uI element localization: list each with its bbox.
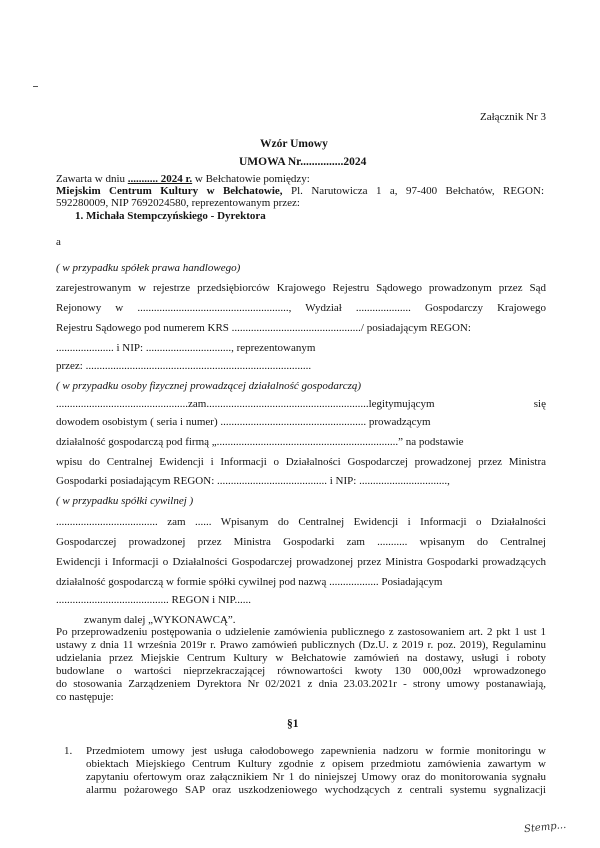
person-heading: ( w przypadku osoby fizycznej prowadzącej działalność gospodarczą) (56, 380, 362, 392)
intro-line-3: 592280009, NIP 7692024580, reprezentowanym przez: (56, 197, 300, 209)
person-line-2: dowodem osobistym ( seria i numer) ..................................................... prowadzącym (56, 416, 431, 428)
margin-mark (33, 86, 38, 87)
point-1-line-4: alarmu pożarowego SAP oraz uszkodzeniowego wychodzących z centrali systemu sygnalizacji (86, 784, 546, 796)
point-1-line-3: zapytaniu ofertowym oraz załącznikiem Nr 1 do niniejszej Umowy oraz do monitorowania sygnału (86, 771, 546, 783)
section-heading: §1 (287, 718, 299, 730)
company-line-4: ..................... i NIP: ..............................., reprezentowanym (56, 342, 316, 354)
procedure-line-3: udzielania przez Miejskie Centrum Kultury w Bełchatowie zamówień na dostawy, usługi i roboty (56, 652, 546, 664)
procedure-line-4: budowlane o wartości nieprzekraczającej równowartości kwoty 130 000,00zł wprowadzonego (56, 665, 546, 677)
company-line-3: Rejestru Sądowego pod numerem KRS .............................................../ posiadającym REGON: (56, 322, 471, 334)
company-heading: ( w przypadku spółek prawa handlowego) (56, 262, 241, 274)
company-line-5: przez: .................................................................................. (56, 360, 312, 372)
civil-line-5: ......................................... REGON i NIP...... (56, 594, 251, 606)
intro-line-1: Zawarta w dniu ........... 2024 r. w Bełchatowie pomiędzy: (56, 173, 310, 185)
procedure-line-1: Po przeprowadzeniu postępowania o udzielenie zamówienia publicznego z zastosowaniem art. 2 pkt 1 ust 1 (56, 626, 546, 638)
person-line-5: Gospodarki posiadającym REGON: ........................................ i NIP: ................................, (56, 475, 450, 487)
person-line-4: wpisu do Centralnej Ewidencji i Informacji o Działalności Gospodarczej prowadzonej przez Ministra (56, 456, 546, 468)
civil-line-4: działalność gospodarczą w formie spółki cywilnej pod nazwą .................. Posiadającym (56, 576, 443, 588)
representative-item: 1. Michała Stempczyńskiego - Dyrektora (75, 210, 266, 222)
intro-line-2: Miejskim Centrum Kultury w Bełchatowie, Pl. Narutowicza 1 a, 97-400 Bełchatów, REGON: (56, 185, 545, 197)
procedure-line-2: ustawy z dnia 11 września 2019r r. Prawo zamówień publicznych (Dz.U. z 2019 r. poz. 2019), Regulaminu (56, 639, 546, 651)
attachment-label: Załącznik Nr 3 (480, 111, 546, 123)
handwritten-signature: Stemp... (523, 819, 567, 836)
company-line-1: zarejestrowanym w rejestrze przedsiębiorców Krajowego Rejestru Sądowego prowadzonym przez Sąd (56, 282, 546, 294)
point-number: 1. (64, 745, 73, 757)
civil-line-3: Ewidencji i Informacji o Działalności Gospodarczej prowadzonej przez Ministra Gospodarki prowadzących (56, 556, 546, 568)
civil-line-1: ..................................... zam ...... Wpisanym do Centralnej Ewidencji i Informacji o Działalności (56, 516, 546, 528)
title-template: Wzór Umowy (260, 138, 328, 150)
title-contract-number: UMOWA Nr...............2024 (239, 156, 367, 168)
procedure-line-5: do stosowania Zarządzeniem Dyrektora Nr 02/2021 z dnia 23.03.2021r - strony umowy postanawiają, (56, 678, 546, 690)
person-line-1: ................................................zam...........................................................legitymującym się (56, 398, 546, 410)
civil-heading: ( w przypadku spółki cywilnej ) (56, 495, 194, 507)
company-line-2: Rejonowy w ......................................................., Wydział .................... Gospodarczy Krajowego (56, 302, 546, 314)
conjunction-a: a (56, 236, 61, 248)
point-1-line-1: Przedmiotem umowy jest usługa całodobowego zapewnienia nadzoru w formie monitoringu w (86, 745, 546, 757)
point-1-line-2: obiektach Miejskiego Centrum Kultury zgodnie z opisem przedmiotu zamówienia zawartym w (86, 758, 546, 770)
contractor-designation: zwanym dalej „WYKONAWCĄ”. (84, 614, 236, 626)
civil-line-2: Gospodarczej prowadzonej przez Ministra Gospodarki zam ........... wpisanym do Centralnej (56, 536, 546, 548)
procedure-line-6: co następuje: (56, 691, 114, 703)
person-line-3: działalność gospodarczą pod firmą „..................................................................” na podstawie (56, 436, 464, 448)
